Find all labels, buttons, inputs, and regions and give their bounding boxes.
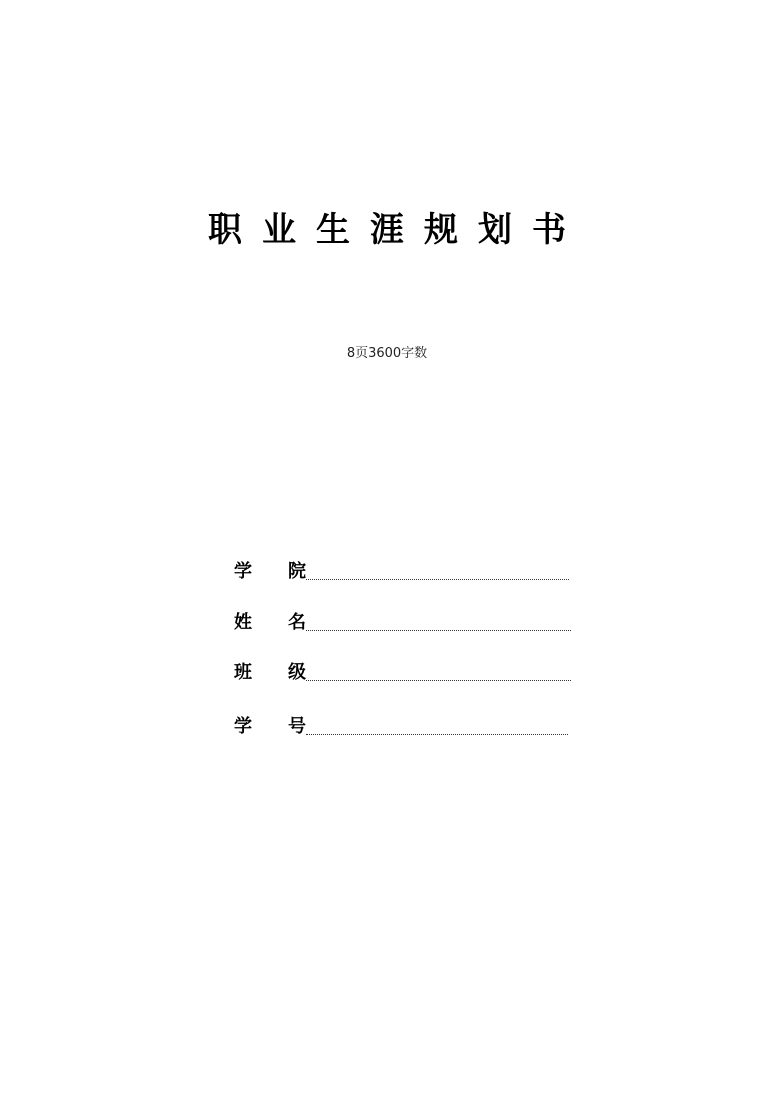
field-class-label-char-2: 级: [288, 662, 306, 683]
field-college-label: [234, 560, 306, 584]
field-class: [234, 657, 571, 685]
field-student-id-label: [234, 715, 306, 739]
field-college-label-char-2: 院: [288, 561, 306, 582]
field-student-id: [234, 711, 568, 739]
field-name: [234, 607, 571, 635]
field-student-id-label-char-1: 学: [234, 716, 252, 737]
field-name-label-char-1: 姓: [234, 612, 252, 633]
field-name-label-char-2: 名: [288, 612, 306, 633]
field-student-id-label-char-2: 号: [288, 716, 306, 737]
field-class-dotted-line[interactable]: [306, 680, 571, 681]
document-subtitle: 8页3600字数: [346, 346, 428, 361]
field-student-id-dotted-line[interactable]: [306, 734, 568, 735]
field-college-label-char-1: 学: [234, 561, 252, 582]
document-title: 职业生涯规划书: [208, 210, 586, 250]
field-name-label: [234, 611, 306, 635]
field-class-label-char-1: 班: [234, 662, 252, 683]
field-name-dotted-line[interactable]: [306, 630, 571, 631]
field-class-label: [234, 661, 306, 685]
field-college: [234, 556, 569, 584]
field-college-dotted-line[interactable]: [306, 579, 569, 580]
